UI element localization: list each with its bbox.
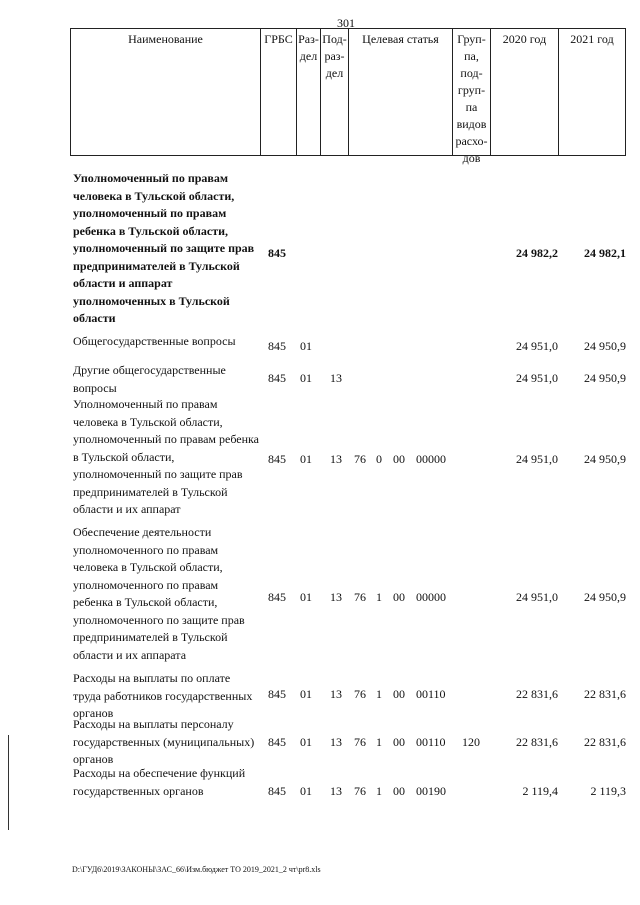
row-grbs: 845 (268, 687, 286, 701)
row-cs-sub: 1 (376, 735, 382, 749)
row-podrazdel: 13 (330, 590, 342, 604)
row-grbs: 845 (268, 784, 286, 798)
row-2020: 22 831,6 (516, 735, 558, 749)
table-header (70, 28, 626, 165)
row-grbs: 845 (268, 246, 286, 260)
row-2021: 24 950,9 (584, 452, 626, 466)
row-cs-program: 76 (354, 735, 366, 749)
row-razdel: 01 (300, 452, 312, 466)
header-2020: 2020 год (490, 28, 558, 156)
row-2020: 22 831,6 (516, 687, 558, 701)
row-2020: 24 951,0 (516, 371, 558, 385)
row-cs-sub: 1 (376, 687, 382, 701)
row-name: Расходы на обеспечение функций государственных органов (73, 766, 246, 798)
row-name: Общегосударственные вопросы (73, 334, 236, 348)
row-cs-sub: 0 (376, 452, 382, 466)
row-razdel: 01 (300, 371, 312, 385)
row-name: Расходы на выплаты персоналу государственных (муниципальных) органов (73, 717, 255, 766)
row-vid-rashoda: 120 (462, 735, 480, 749)
row-name: Расходы на выплаты по оплате труда работников государственных органов (73, 671, 253, 720)
header-gruppa: Груп- па, под- груп- па видов расхо- дов (452, 28, 490, 156)
row-razdel: 01 (300, 735, 312, 749)
header-name: Наименование (70, 28, 260, 156)
row-2021: 22 831,6 (584, 735, 626, 749)
row-cs-sub: 1 (376, 590, 382, 604)
header-razdel: Раз- дел (296, 28, 320, 156)
row-cs-program: 76 (354, 590, 366, 604)
row-cs-direction: 00110 (416, 735, 446, 749)
row-podrazdel: 13 (330, 687, 342, 701)
header-podrazdel: Под- раз- дел (320, 28, 348, 156)
row-cs-main: 00 (393, 687, 405, 701)
row-cs-direction: 00000 (416, 452, 446, 466)
row-cs-program: 76 (354, 452, 366, 466)
row-2020: 2 119,4 (522, 784, 558, 798)
row-cs-main: 00 (393, 784, 405, 798)
row-grbs: 845 (268, 339, 286, 353)
row-cs-main: 00 (393, 590, 405, 604)
row-2021: 24 982,1 (584, 246, 626, 260)
row-razdel: 01 (300, 339, 312, 353)
row-razdel: 01 (300, 687, 312, 701)
row-name: Другие общегосударственные вопросы (73, 363, 226, 395)
row-name: Уполномоченный по правам человека в Тульской области, уполномоченный по правам ребенка в Тульской области, уполномоченный по защите прав предпринимателей в Тульской области и аппарат уполномоченных в Тульской области (73, 171, 255, 325)
row-cs-direction: 00190 (416, 784, 446, 798)
row-cs-sub: 1 (376, 784, 382, 798)
row-razdel: 01 (300, 590, 312, 604)
row-grbs: 845 (268, 590, 286, 604)
header-2021: 2021 год (558, 28, 626, 156)
row-name: Обеспечение деятельности уполномоченного по правам человека в Тульской области, уполномоченного по правам ребенка в Тульской области, уполномоченного по защите прав предпринимателей в Тульской области и их аппарата (73, 525, 245, 662)
row-podrazdel: 13 (330, 371, 342, 385)
row-2021: 22 831,6 (584, 687, 626, 701)
row-grbs: 845 (268, 452, 286, 466)
margin-binding-line (8, 735, 9, 830)
header-grbs: ГРБС (260, 28, 296, 156)
file-path-footer: D:\ГУД6\2019\ЗАКОНЫ\ЗАС_66\Изм.бюджет ТО 2019_2021_2 чт\pr8.xls (72, 865, 321, 874)
row-2020: 24 951,0 (516, 452, 558, 466)
row-cs-program: 76 (354, 687, 366, 701)
row-2020: 24 951,0 (516, 339, 558, 353)
row-cs-main: 00 (393, 452, 405, 466)
row-razdel: 01 (300, 784, 312, 798)
row-2021: 24 950,9 (584, 339, 626, 353)
row-grbs: 845 (268, 371, 286, 385)
row-name: Уполномоченный по правам человека в Тульской области, уполномоченный по правам ребенка в Тульской области, уполномоченный по защите прав предпринимателей в Тульской области и их аппарат (73, 397, 260, 516)
row-podrazdel: 13 (330, 735, 342, 749)
row-2021: 2 119,3 (590, 784, 626, 798)
row-podrazdel: 13 (330, 452, 342, 466)
row-2021: 24 950,9 (584, 371, 626, 385)
row-cs-main: 00 (393, 735, 405, 749)
page-number: 301 (337, 16, 355, 30)
row-cs-direction: 00000 (416, 590, 446, 604)
row-grbs: 845 (268, 735, 286, 749)
row-cs-program: 76 (354, 784, 366, 798)
row-2020: 24 951,0 (516, 590, 558, 604)
header-celevaya: Целевая статья (348, 28, 452, 156)
row-podrazdel: 13 (330, 784, 342, 798)
row-2021: 24 950,9 (584, 590, 626, 604)
row-cs-direction: 00110 (416, 687, 446, 701)
row-2020: 24 982,2 (516, 246, 558, 260)
